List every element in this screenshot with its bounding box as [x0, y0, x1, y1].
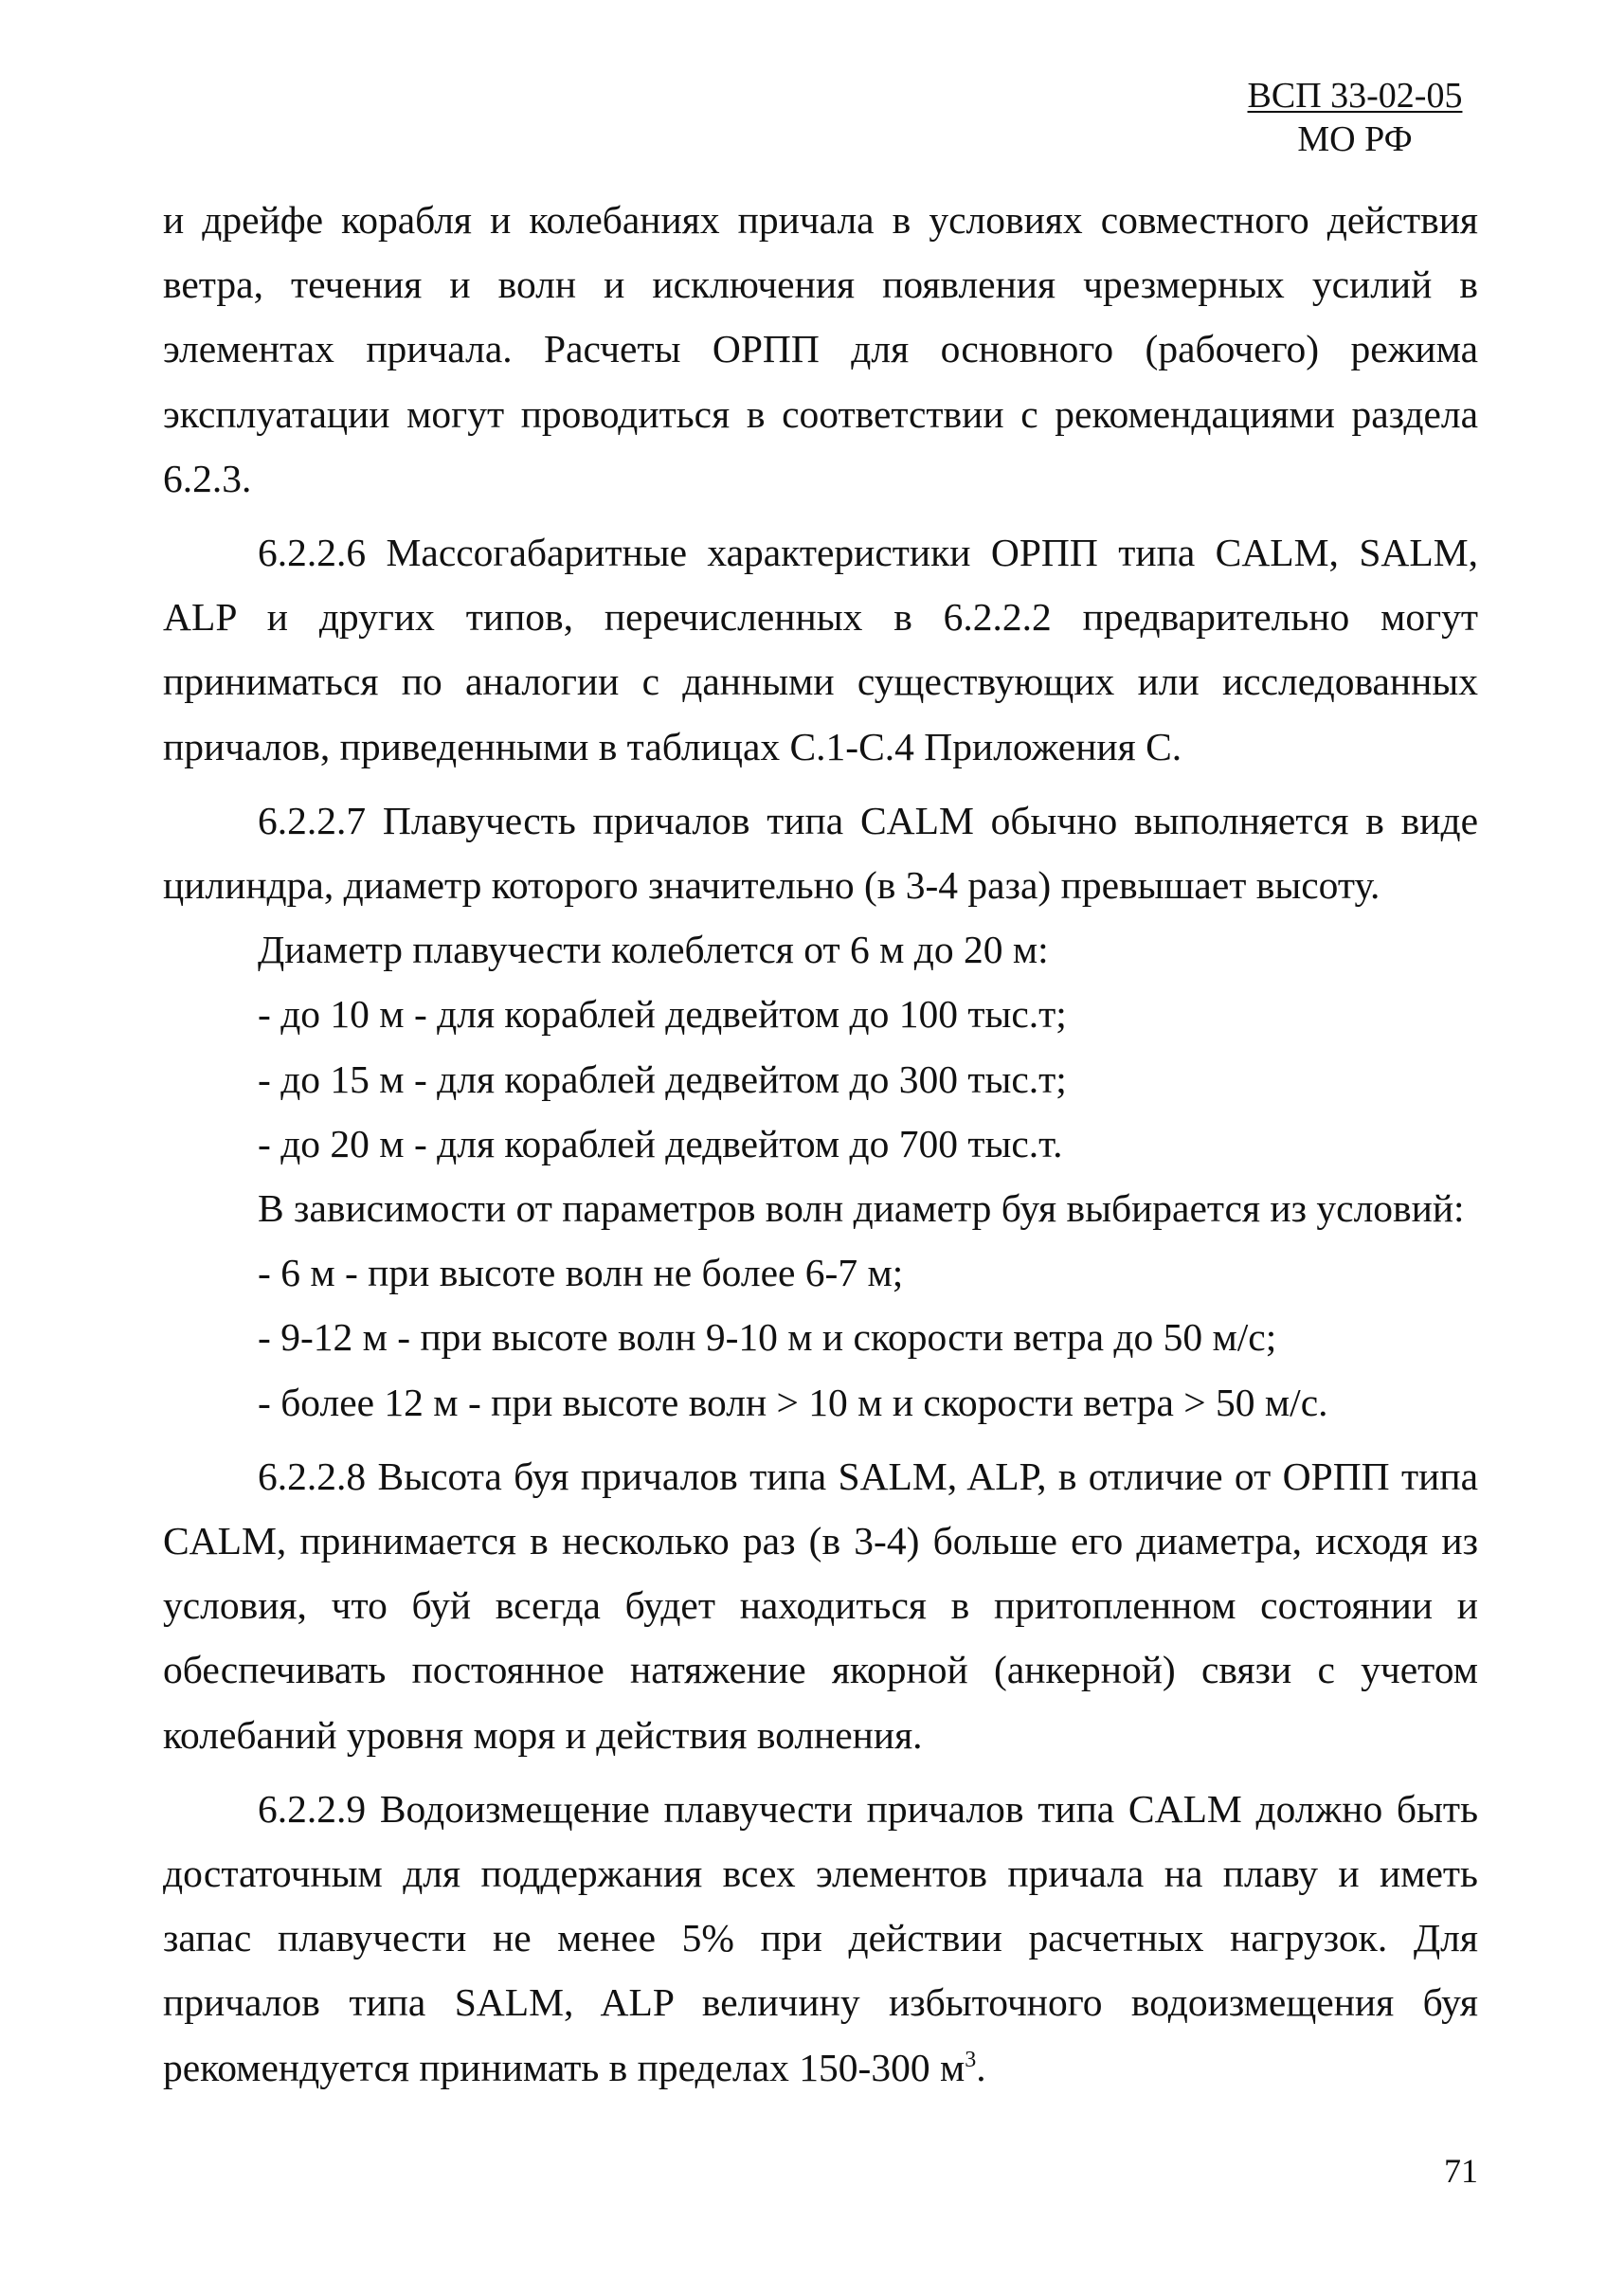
list-item: - до 10 м - для кораблей дедвейтом до 100 тыс.т;: [258, 992, 1067, 1037]
list-item: - 9-12 м - при высоте волн 9-10 м и скорости ветра до 50 м/с;: [258, 1315, 1277, 1360]
paragraph-6-2-2-6: 6.2.2.6 Массогабаритные характеристики ОРПП типа CALM, SALM, ALP и других типов, перечисленных в 6.2.2.2 предварительно могут приниматься по аналогии с данными существующих или исследованных причалов, приведенными в таблицах С.1-С.4 Приложения С.: [163, 531, 1478, 768]
list-item: - до 15 м - для кораблей дедвейтом до 300 тыс.т;: [258, 1057, 1067, 1101]
superscript-exponent: 3: [965, 2047, 977, 2072]
paragraph-6-2-2-9-text: 6.2.2.9 Водоизмещение плавучести причалов типа CALM должно быть достаточным для поддержания всех элементов причала на плаву и иметь запас плавучести не менее 5% при действии расчетных нагрузок. Для причалов типа SALM, ALP величину избыточного водоизмещения буя рекомендуется принимать в пределах 150-300 м: [163, 1786, 1478, 2089]
document-code: ВСП 33-02-05: [1247, 76, 1463, 116]
paragraph-end-punctuation: .: [976, 2045, 986, 2089]
paragraph-continuation: и дрейфе корабля и колебаниях причала в условиях совместного действия ветра, течения и волн и исключения появления чрезмерных усилий в элементах причала. Расчеты ОРПП для основного (рабочего) режима эксплуатации могут проводиться в соответствии с рекомендациями раздела 6.2.3.: [163, 198, 1478, 500]
paragraph-wave-conditions-intro: В зависимости от параметров волн диаметр буя выбирается из условий:: [258, 1186, 1465, 1231]
paragraph-6-2-2-8: 6.2.2.8 Высота буя причалов типа SALM, ALP, в отличие от ОРПП типа CALM, принимается в несколько раз (в 3-4) больше его диаметра, исходя из условия, что буй всегда будет находиться в притопленном состоянии и обеспечивать постоянное натяжение якорной (анкерной) связи с учетом колебаний уровня моря и действия волнения.: [163, 1454, 1478, 1757]
list-item: - 6 м - при высоте волн не более 6-7 м;: [258, 1251, 904, 1295]
paragraph-6-2-2-9: [163, 1777, 1478, 2100]
document-body: [163, 188, 1478, 2100]
list-item: - более 12 м - при высоте волн > 10 м и скорости ветра > 50 м/с.: [258, 1380, 1328, 1424]
paragraph-buoy-diameter-intro: Диаметр плавучести колеблется от 6 м до 20 м:: [258, 928, 1049, 972]
document-organization: МО РФ: [1297, 119, 1413, 159]
document-header: [1232, 74, 1478, 161]
list-item: - до 20 м - для кораблей дедвейтом до 700 тыс.т.: [258, 1121, 1063, 1165]
page-number: 71: [1444, 2152, 1478, 2190]
paragraph-6-2-2-7: 6.2.2.7 Плавучесть причалов типа CALM обычно выполняется в виде цилиндра, диаметр которого значительно (в 3-4 раза) превышает высоту.: [163, 798, 1478, 908]
